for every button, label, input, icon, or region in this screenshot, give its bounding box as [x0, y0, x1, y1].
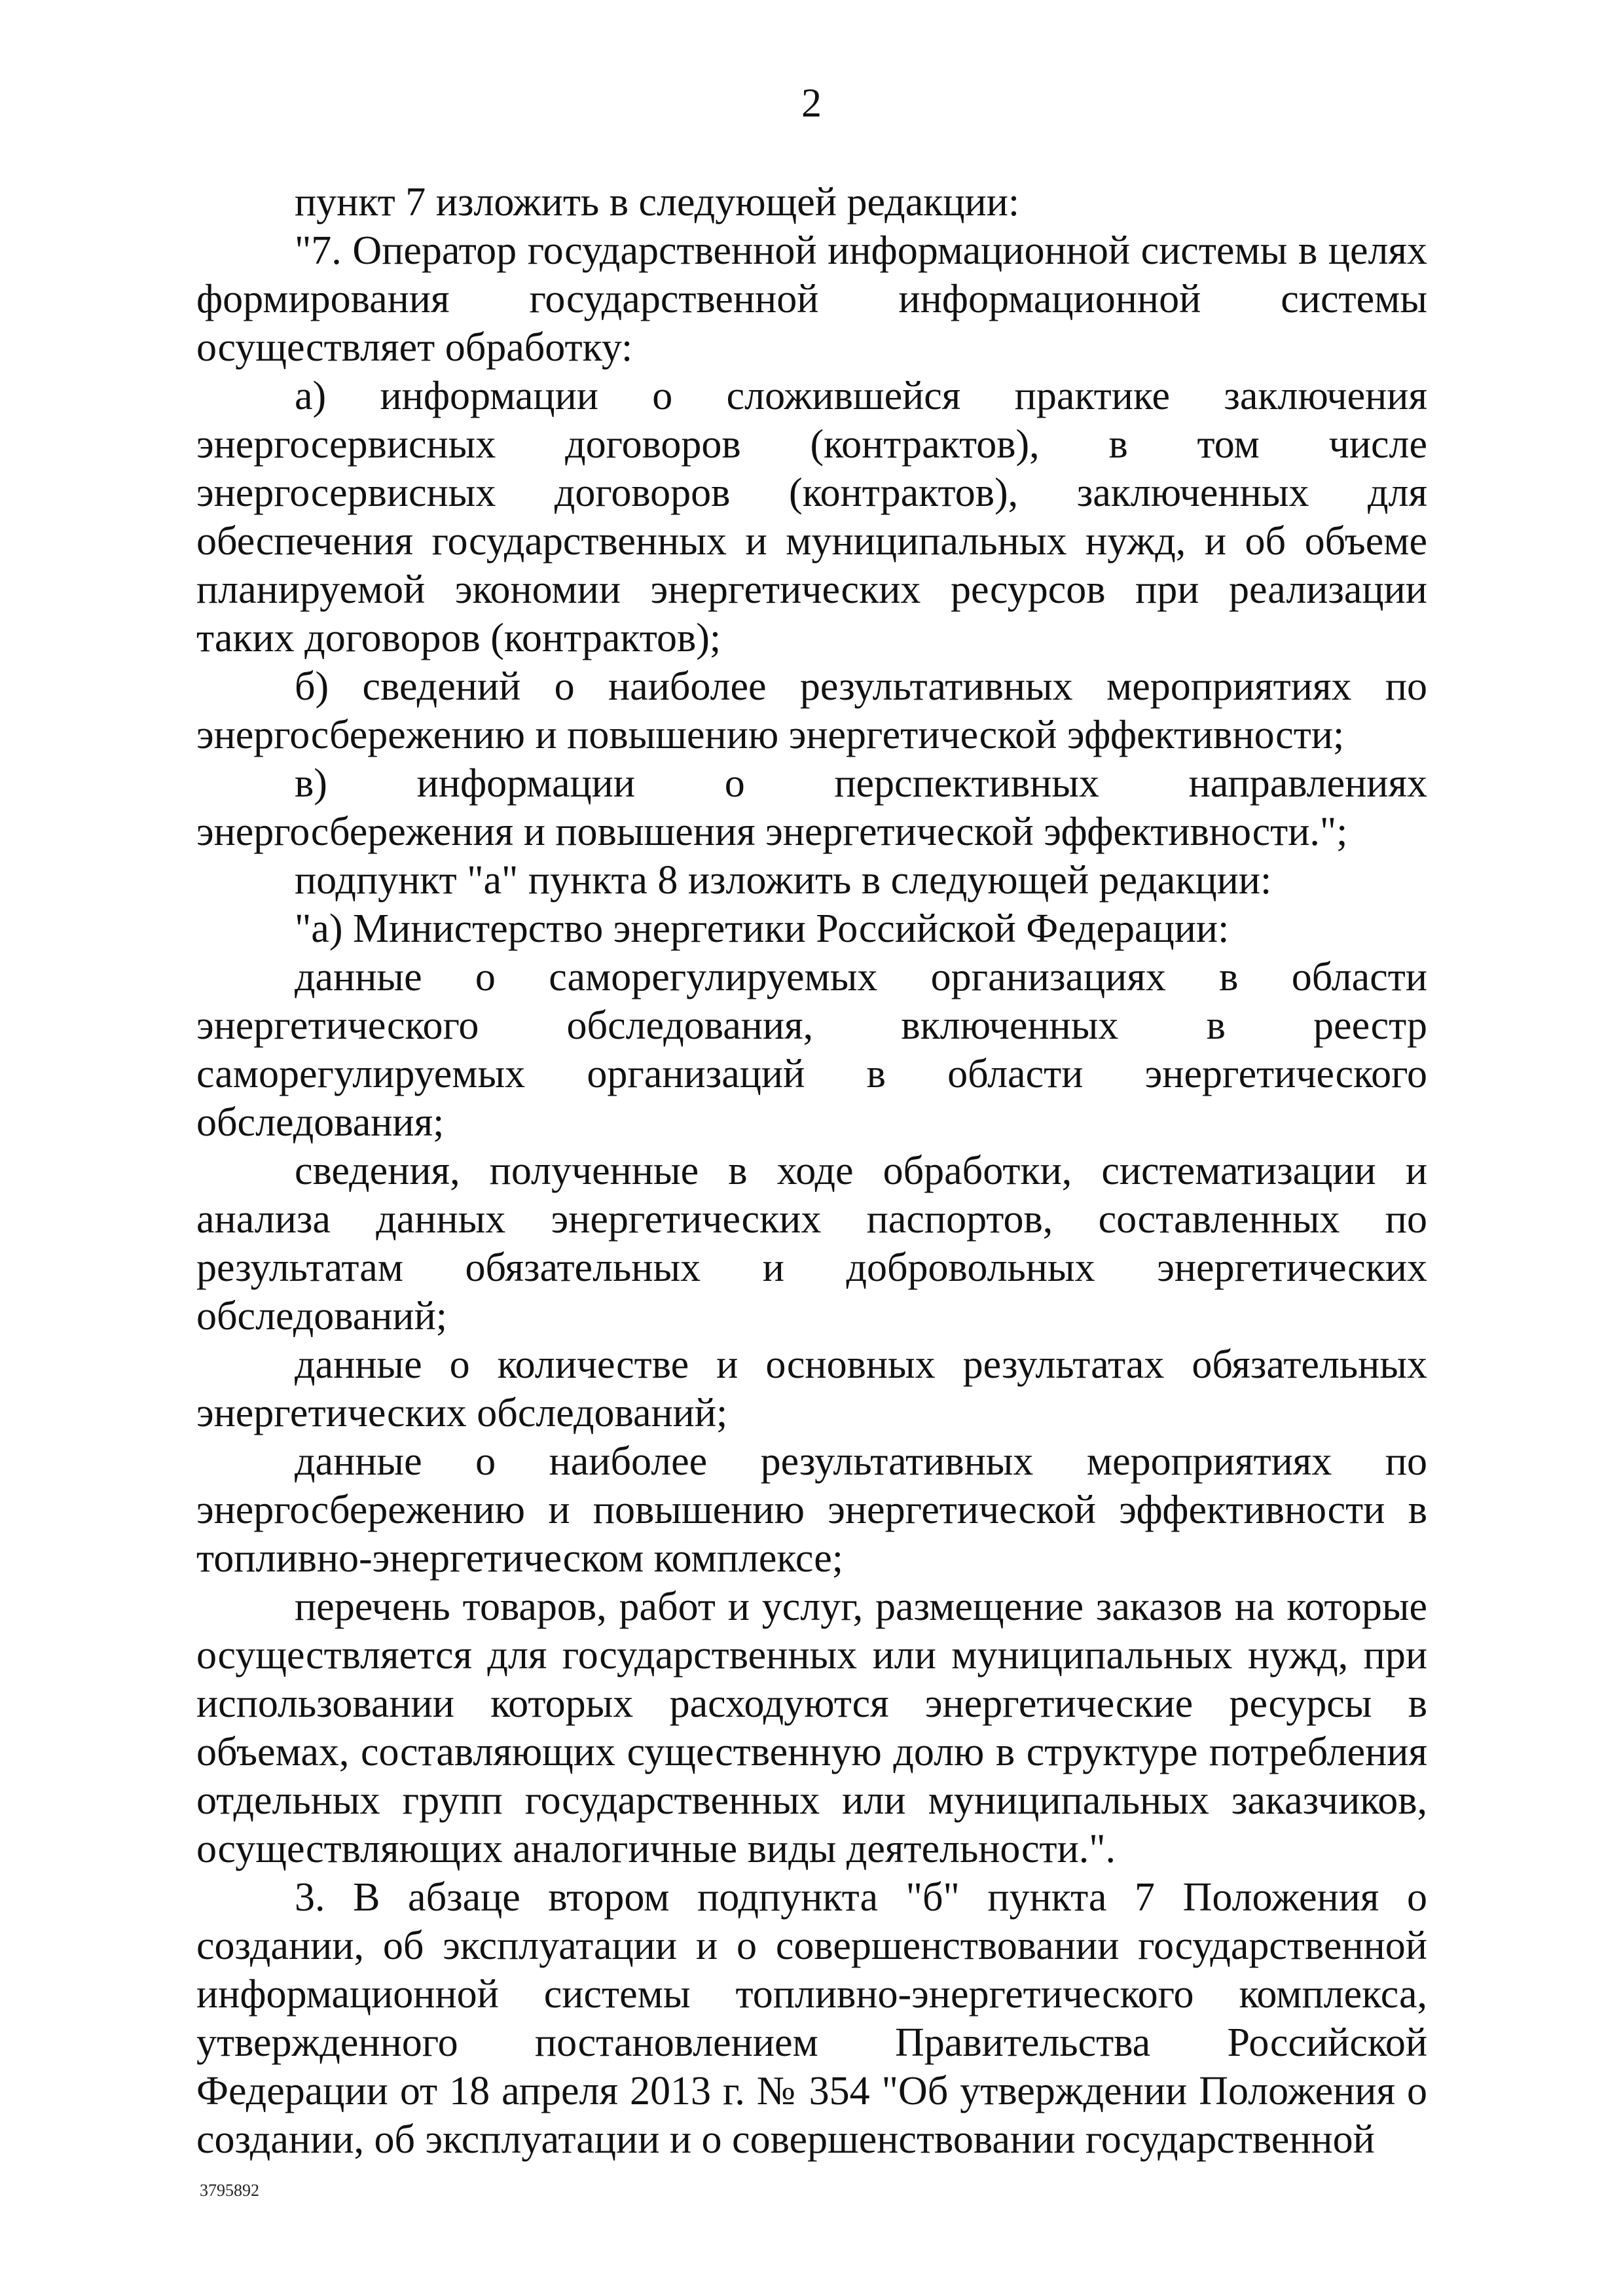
paragraph: сведения, полученные в ходе обработки, систематизации и анализа данных энергетических паспортов, составленных по результатам обязательных и добровольных энергетических обследований;	[196, 1149, 1427, 1338]
paragraph: подпункт "а" пункта 8 изложить в следующей редакции:	[295, 858, 1272, 903]
paragraph: данные о количестве и основных результатах обязательных энергетических обследований;	[196, 1342, 1427, 1435]
paragraph: в) информации о перспективных направлениях энергосбережения и повышения энергетической эффективности.";	[196, 761, 1427, 854]
paragraph: данные о саморегулируемых организациях в области энергетического обследования, включенных в реестр саморегулируемых организаций в области энергетического обследования;	[196, 955, 1427, 1145]
page-number: 2	[801, 81, 822, 126]
paragraph: данные о наиболее результативных мероприятиях по энергосбережению и повышению энергетической эффективности в топливно-энергетическом комплексе;	[196, 1439, 1427, 1581]
paragraph: а) информации о сложившейся практике заключения энергосервисных договоров (контрактов), в том числе энергосервисных договоров (контрактов), заключенных для обеспечения государственных и муниципальных нужд, и об объеме планируемой экономии энергетических ресурсов при реализации таких договоров (контрактов);	[196, 374, 1427, 660]
paragraph: б) сведений о наиболее результативных мероприятиях по энергосбережению и повышению энергетической эффективности;	[196, 664, 1427, 757]
document-id: 3795892	[200, 2181, 259, 2200]
paragraph: "а) Министерство энергетики Российской Федерации:	[295, 906, 1230, 951]
paragraph: перечень товаров, работ и услуг, размещение заказов на которые осуществляется для государственных или муниципальных нужд, при использовании которых расходуются энергетические ресурсы в объемах, составляющих существенную долю в структуре потребления отдельных групп государственных или муниципальных заказчиков, осуществляющих аналогичные виды деятельности.".	[196, 1585, 1427, 1871]
paragraph: 3. В абзаце втором подпункта "б" пункта 7 Положения о создании, об эксплуатации и о совершенствовании государственной информационной системы топливно-энергетического комплекса, утвержденного постановлением Правительства Российской Федерации от 18 апреля 2013 г. № 354 "Об утверждении Положения о создании, об эксплуатации и о совершенствовании государственной	[196, 1875, 1427, 2162]
document-body	[196, 178, 1427, 2164]
paragraph: "7. Оператор государственной информационной системы в целях формирования государственной информационной системы осуществляет обработку:	[196, 228, 1427, 370]
paragraph: пункт 7 изложить в следующей редакции:	[295, 180, 1020, 224]
